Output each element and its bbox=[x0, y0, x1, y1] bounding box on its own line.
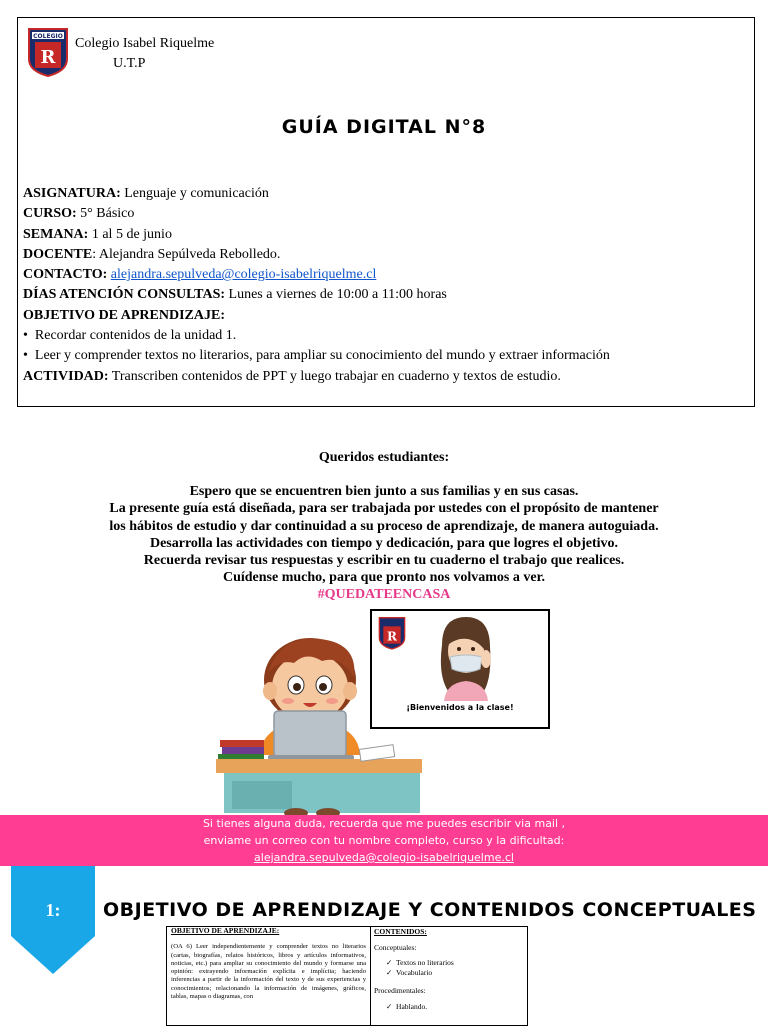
greeting-line: Cuídense mucho, para que pronto nos volvamos a ver. bbox=[222, 570, 546, 586]
section-title: OBJETIVO DE APRENDIZAJE Y CONTENIDOS CONCEPTUALES bbox=[103, 899, 757, 921]
course-label: CURSO: bbox=[23, 206, 77, 222]
hours-row bbox=[23, 285, 610, 305]
objective-row bbox=[23, 306, 610, 326]
banner-email-link[interactable]: alejandra.sepulveda@colegio-isabelriquelme.cl bbox=[254, 851, 514, 864]
greeting-line: La presente guía está diseñada, para ser trabajada por ustedes con el propósito de mantener bbox=[109, 501, 659, 517]
greeting-line: Recuerda revisar tus respuestas y escribir en tu cuaderno el trabajo que realices. bbox=[143, 553, 625, 569]
section-number: 1: bbox=[45, 900, 61, 920]
card-school-logo bbox=[378, 616, 406, 650]
objective-item: • Leer y comprender textos no literarios, para ampliar su conocimiento del mundo y extraer información bbox=[23, 348, 610, 364]
week-value: 1 al 5 de junio bbox=[88, 226, 172, 242]
objective-text: (OA 6) Leer independientemente y comprender textos no literarios (cartas, biografías, relatos históricos, libros y artículos informativos, noticias, etc.) para ampliar su conocimiento del mundo y formarse una opinión: extrayendo información explícita e implícita; haciendo inferencias a partir de la información del texto y de sus experiencias y conocimientos; relacionando la información de imágenes, gráficos, tablas, mapas o diagramas, con bbox=[171, 943, 366, 1001]
week-label: SEMANA: bbox=[23, 226, 89, 242]
bullet-icon: • bbox=[23, 348, 35, 364]
objective-header: OBJETIVO DE APRENDIZAJE: bbox=[171, 926, 280, 935]
hours-label: DÍAS ATENCIÓN CONSULTAS: bbox=[23, 287, 226, 303]
objective-label: OBJETIVO DE APRENDIZAJE: bbox=[23, 307, 225, 323]
greeting-block bbox=[0, 449, 768, 604]
teacher-label: DOCENTE bbox=[23, 246, 93, 262]
banner-line: enviame un correo con tu nombre completo, curso y la dificultad: bbox=[203, 834, 565, 847]
contents-header: CONTENIDOS: bbox=[374, 927, 427, 936]
teacher-value: : Alejandra Sepúlveda Rebolledo. bbox=[92, 246, 281, 262]
guide-info bbox=[23, 184, 610, 387]
welcome-card bbox=[370, 609, 550, 729]
subject-label: ASIGNATURA: bbox=[23, 186, 121, 201]
greeting-line: Espero que se encuentren bien junto a sus familias y en sus casas. bbox=[189, 484, 579, 500]
activity-label: ACTIVIDAD: bbox=[23, 368, 109, 384]
greeting-line: los hábitos de estudio y dar continuidad a su proceso de aprendizaje, de manera autoguiada. bbox=[109, 518, 659, 534]
list-item: ✓ Vocabulario bbox=[386, 968, 433, 977]
conceptual-label: Conceptuales: bbox=[374, 943, 417, 952]
hours-value: Lunes a viernes de 10:00 a 11:00 horas bbox=[225, 287, 447, 303]
objective-column bbox=[167, 927, 371, 1026]
contents-column bbox=[371, 927, 528, 1026]
logo-text: COLEGIO bbox=[33, 33, 63, 40]
subject-value: Lenguaje y comunicación bbox=[120, 186, 269, 201]
check-icon: ✓ bbox=[386, 1002, 397, 1011]
svg-text:R: R bbox=[387, 629, 397, 644]
school-name: Colegio Isabel Riquelme bbox=[75, 36, 215, 51]
school-logo bbox=[27, 27, 69, 77]
teacher-avatar bbox=[430, 615, 500, 701]
contact-banner-text bbox=[0, 815, 768, 866]
objectives-table bbox=[166, 926, 528, 1026]
welcome-caption: ¡Bienvenidos a la clase! bbox=[406, 703, 514, 712]
activity-row bbox=[23, 367, 610, 387]
course-value: 5° Básico bbox=[76, 206, 135, 222]
list-item: ✓ Hablando. bbox=[386, 1002, 428, 1011]
bullet-icon: • bbox=[23, 328, 35, 344]
greeting-line: Desarrolla las actividades con tiempo y dedicación, para que logres el objetivo. bbox=[149, 535, 619, 551]
hashtag: #QUEDATEENCASA bbox=[317, 587, 451, 603]
contact-email-link[interactable]: alejandra.sepulveda@colegio-isabelriquelme.cl bbox=[110, 267, 377, 283]
guide-title: GUÍA DIGITAL N°8 bbox=[281, 116, 487, 138]
check-icon: ✓ bbox=[386, 968, 397, 977]
course-row bbox=[23, 204, 610, 224]
subject-row bbox=[23, 184, 610, 204]
teacher-row bbox=[23, 245, 610, 265]
contact-label: CONTACTO: bbox=[23, 267, 108, 283]
objective-item: • Recordar contenidos de la unidad 1. bbox=[23, 328, 237, 344]
check-icon: ✓ bbox=[386, 958, 397, 967]
activity-value: Transcriben contenidos de PPT y luego trabajar en cuaderno y textos de estudio. bbox=[108, 368, 561, 384]
svg-text:R: R bbox=[40, 47, 56, 68]
unit-label: U.T.P bbox=[113, 56, 146, 71]
week-row bbox=[23, 225, 610, 245]
salutation: Queridos estudiantes: bbox=[318, 450, 450, 465]
procedural-label: Procedimentales: bbox=[374, 986, 426, 995]
banner-line: Si tienes alguna duda, recuerda que me puedes escribir via mail , bbox=[202, 817, 566, 830]
list-item: ✓ Textos no literarios bbox=[386, 958, 454, 967]
contact-row bbox=[23, 265, 610, 285]
